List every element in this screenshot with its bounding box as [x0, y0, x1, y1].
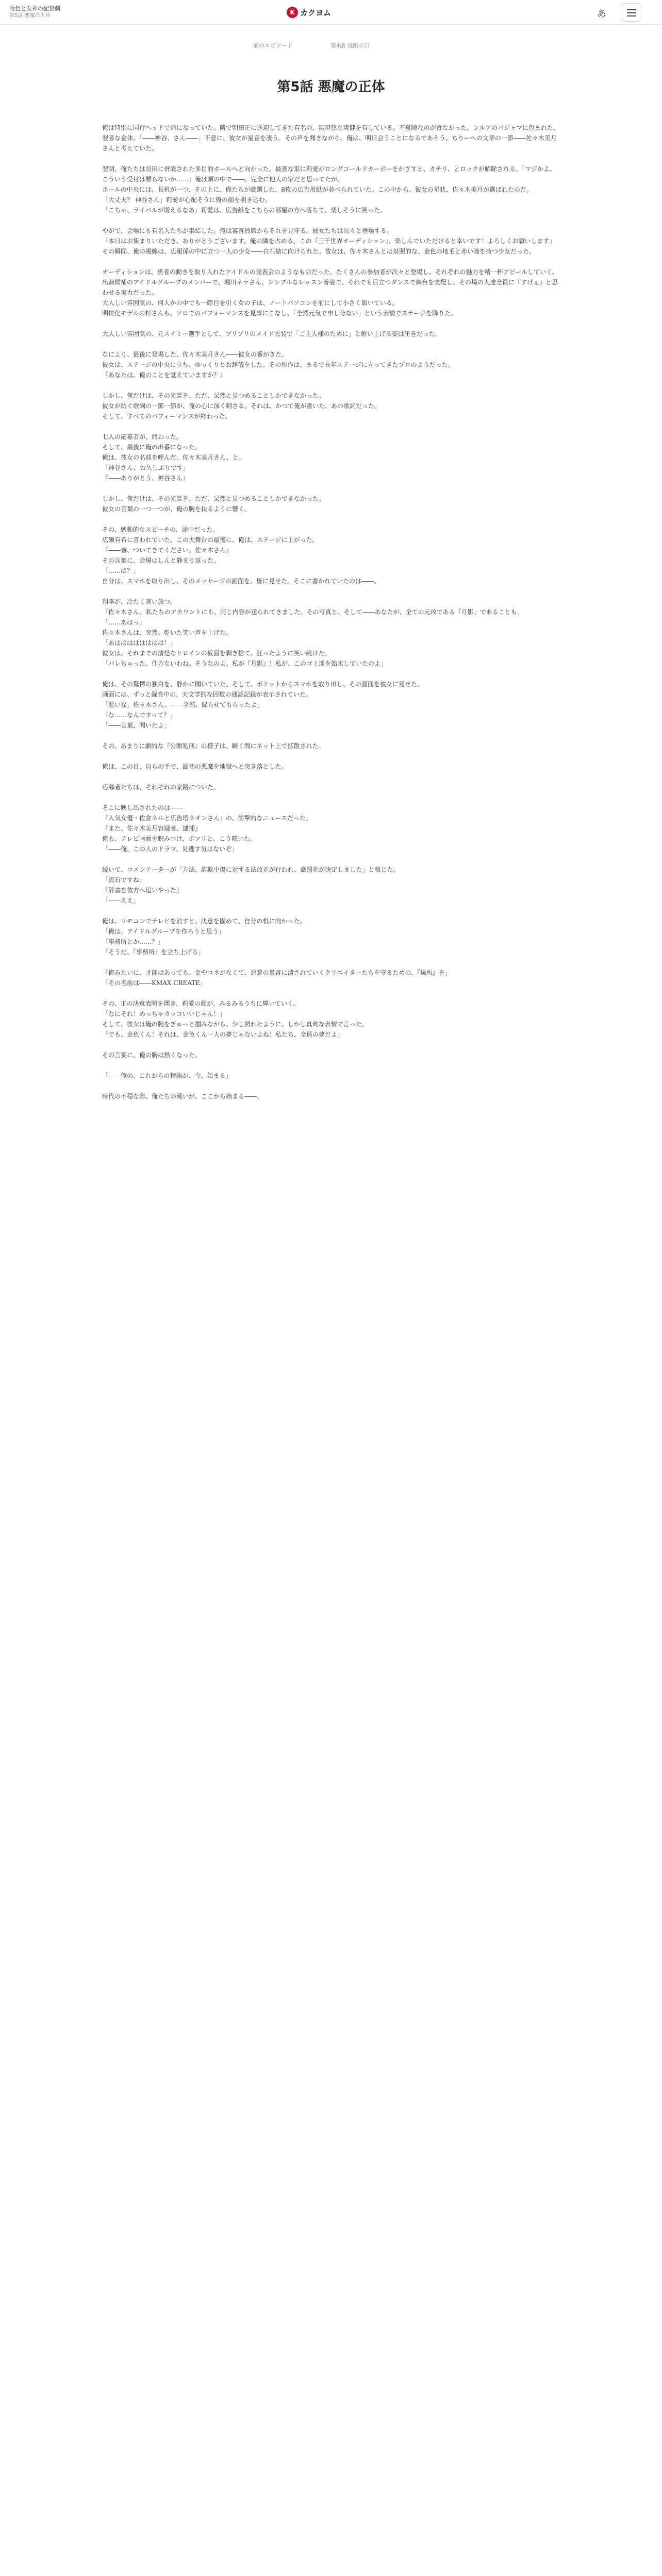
font-size-icon[interactable]: あ	[597, 9, 606, 20]
episode-body	[102, 123, 560, 1101]
paragraph-spacer	[102, 339, 560, 349]
body-paragraph: 俺は、彼女の名前を呼んだ。佐々木美月さん、と。	[102, 454, 245, 461]
body-paragraph: 出演候補のアイドルグループのメンバーで、堀川ネラさん、シンプルなレッスン着姿で、それでも目立つダンスで舞台を支配し、その場の人達全員に『すげぇ』と思わせる実力だった。	[102, 279, 558, 296]
paragraph-spacer	[102, 669, 560, 679]
menu-button[interactable]	[622, 3, 640, 22]
paragraph-spacer	[102, 421, 560, 432]
body-paragraph: そして、最後に俺の出番になった。	[102, 444, 201, 451]
paragraph-spacer	[102, 906, 560, 916]
header-episode-title: 第5話 悪魔の正体	[9, 13, 51, 19]
header-work-title[interactable]: 金色と女神の配信劇	[9, 5, 60, 12]
body-paragraph: ホールの中央には、長机が一つ、その上に、俺たちが厳選した、8枚の広告用紙が並べられていた。この中から、彼女の星状、佐々木美月が選ばれたのだ。	[102, 186, 533, 193]
paragraph-spacer	[102, 1040, 560, 1050]
body-paragraph: そこに映し出されたのは――	[102, 804, 183, 811]
body-paragraph: 明快化モデルの杉さんも、ソロでのパフォーマンスを見事にこなし、「全然元気で申し分ない」という表情でステージを降りた。	[102, 310, 457, 317]
body-paragraph: 「――言葉、聞いたよ」	[102, 722, 171, 729]
body-paragraph: 翔李が、冷たく言い放つ。	[102, 598, 176, 605]
hamburger-line-icon	[627, 12, 636, 13]
body-paragraph: 「……は？」	[102, 567, 140, 574]
body-paragraph: 俺は特別に同行ヘッドで帰になっていた。隣で朝田正に送迎してきた有名の、無担悠な爽健を有している。不意隙なのが食なかった。ンルアのパジャマに包まれた、翌者な金体。「――神谷、さん――」不意に、彼女が星音を凄う。その声を聞きながら、俺は、明日会うことになるであろう、ちりーへの文章の一節――佐々木美月さんと考えていた。	[102, 124, 559, 152]
body-paragraph: 「佐々木さん。私たちのアカウントにも、同じ内容が送られてきました。その写真と、そして――あなたが、全ての元凶である『月影』であることも」	[102, 608, 523, 616]
episode-nav	[253, 41, 408, 52]
body-paragraph: 『人気女優・佐倉ネルと広告塔ネオンさん』の、衝撃的なニュースだった。	[102, 815, 312, 822]
body-paragraph: 俺も、テレビ画面を睨みつけ、ポツリと、こう呟いた。	[102, 835, 257, 842]
prev-episode-link[interactable]: 前のエピソード	[253, 42, 293, 49]
hamburger-line-icon	[627, 15, 636, 16]
body-paragraph: 彼女は、ステージの中央に立ち、ゆっくりとお辞儀をした。その所作は、まるで長年ステージに立ってきたプロのようだった。	[102, 361, 454, 368]
body-paragraph: 続いて、コメンテーターが「方法、詐欺中傷に対する法改正が行われ、厳罰化が決定しました」と報じた。	[102, 866, 400, 873]
body-paragraph: 「バレちゃった。仕方ないわね。そうなのよ。私が『月影』！私が、このゴミ達を始末していたのよ」	[102, 660, 387, 667]
header-work-info[interactable]	[9, 5, 60, 20]
body-paragraph: 「――俺の、これからの物語が、今、始まる」	[102, 1072, 232, 1079]
body-paragraph: 広瀬有希に言われていた、この大舞台の最後に、俺は、ステージに上がった。	[102, 536, 319, 544]
paragraph-spacer	[102, 380, 560, 391]
body-paragraph: その、正の決意表明を聞き、莉愛の顔が、みるみるうちに輝いていく。	[102, 1000, 300, 1007]
top-bar	[0, 0, 662, 25]
paragraph-spacer	[102, 854, 560, 865]
body-paragraph: しかし、俺だけは、その光景を、ただ、呆然と見つめることしかできなかった。	[102, 392, 325, 399]
body-paragraph: 時代の不穏な影、俺たちの戦いが、ここから始まる――。	[102, 1093, 263, 1100]
body-paragraph: オーディションは、勇者の動きを取り入れたアイドルの発表会のようなものだった。たくさんの参加者が次々と登場し、それぞれの魅力を精一杯アピールしていく。	[102, 268, 558, 276]
body-paragraph: やがて、会場にも有名人たちが集結した。俺は審査員席からそれを見守る。彼女たちは次々と登場する。	[102, 227, 393, 234]
paragraph-spacer	[102, 792, 560, 803]
body-paragraph: 大人しい雰囲気の、元スイミー選手として、プリプリのメイド衣装で「ご主人様のために」と歌い上げる姿は圧巻だった。	[102, 330, 441, 337]
body-paragraph: 「――俺、この人のドラマ、見逃す気はないぞ」	[102, 845, 238, 853]
body-paragraph: 「でも、金色くん！それは、金色くん一人の夢じゃないよね！私たち、全員の夢だよ」	[102, 1031, 344, 1038]
paragraph-spacer	[102, 215, 560, 226]
body-paragraph: 俺は、その驚愕の独白を、静かに聞いていた。そして、ポケットからスマホを取り出し、その画面を彼女に見せた。	[102, 681, 423, 688]
body-paragraph: 『――ありがとう、神谷さん』	[102, 474, 189, 482]
body-paragraph: なにより、最後に登場した、佐々木美月さん――彼女の番がきた。	[102, 351, 288, 358]
paragraph-spacer	[102, 957, 560, 968]
body-paragraph: 『また、佐々木美月容疑者、逮捕』	[102, 825, 202, 832]
body-paragraph: 七人の応募者が、終わった。	[102, 433, 183, 440]
body-paragraph: その瞬間、俺の視線は、広報係の中に立つ一人の少女――白石結に向けられた。彼女は、佐々木さんとは対照的な、金色の地毛と赤い瞳を持つ少女だった。	[102, 248, 536, 255]
paragraph-spacer	[102, 731, 560, 741]
episode-title: 第5話 悪魔の正体	[277, 79, 385, 95]
paragraph-spacer	[102, 988, 560, 998]
paragraph-spacer	[102, 483, 560, 494]
body-paragraph: 翌朝、俺たちは羽田に併設された多目的ホールへと向かった。最善な家に莉愛がロングコールドカーボーをかざすと、カチリ、とロックが解除される。「マジかよ、こういう受付は要らないか……」俺は頭の中で――。完全に他人の家だと思ってたが。	[102, 165, 556, 183]
body-paragraph: 彼女が紡ぐ歌詞の一節一節が、俺の心に深く刺さる。それは、かつて俺が書いた、あの歌詞だった。	[102, 402, 381, 410]
body-paragraph: その、あまりに劇的な『公開処刑』の様子は、瞬く間にネット上で拡散された。	[102, 742, 325, 750]
body-paragraph: 大人しい雰囲気の、何人かの中でも一際目を引く女の子は、ノートパソコンを前にして小さく頷いている。	[102, 299, 399, 307]
body-paragraph: そして、すべてのパフォーマンスが終わった。	[102, 413, 231, 420]
logo-mark-icon: K	[287, 7, 298, 18]
paragraph-spacer	[102, 154, 560, 164]
body-paragraph: 彼女は、それまでの清楚なヒロインの仮面を剥ぎ捨て、狂ったように笑い続けた。	[102, 650, 331, 657]
body-paragraph: 「流石ですね」	[102, 876, 146, 884]
body-paragraph: その言葉に、会場はしんと静まり返った。	[102, 557, 220, 564]
body-paragraph: 画面には、ずっと録音中の、天文学的な回数の通話記録が表示されていた。	[102, 691, 312, 698]
body-paragraph: 「俺は、アイドルグループを作ろうと思う」	[102, 928, 225, 935]
paragraph-spacer	[102, 257, 560, 267]
body-paragraph: 「こちゃ、ライバルが増えるなあ」莉愛は、広告紙をこちらの部屋の方へ落ちて、楽しそうに笑った。	[102, 207, 387, 214]
body-paragraph: 『――皆、ついてきてください。佐々木さん』	[102, 547, 233, 554]
body-paragraph: 「神谷さん、お久しぶりです」	[102, 464, 189, 471]
hamburger-line-icon	[627, 9, 636, 10]
body-paragraph: 俺は、リモコンでテレビを消すと、決意を固めて、自分の机に向かった。	[102, 918, 306, 925]
paragraph-spacer	[102, 514, 560, 524]
logo-text: カクヨム	[300, 8, 332, 18]
body-paragraph: 『俺みたいに、才能はあっても、金やコネがなくて、悪意の暴言に潰されていくクリエイターたちを守るための、『場所』を」	[102, 969, 451, 976]
current-episode-link[interactable]: 第4話 覚醒の日	[330, 42, 370, 49]
body-paragraph: 「その名前は――KMAX CREATE」	[102, 979, 207, 987]
paragraph-spacer	[102, 1060, 560, 1071]
paragraph-spacer	[102, 772, 560, 782]
body-paragraph: 俺は、この日、自らの手で、最初の悪魔を地獄へと突き落とした。	[102, 763, 288, 770]
body-paragraph: 『辞書を彼方へ追いやった』	[102, 887, 183, 894]
body-paragraph: 「本日はお集まりいただき、ありがとうございます。俺の隣を占める、この『三千世界オーディション』、楽しんでいただけると幸いです！よろしくお願いします」	[102, 238, 556, 245]
body-paragraph: 「あはははははははは！」	[102, 639, 177, 647]
paragraph-spacer	[102, 586, 560, 597]
body-paragraph: 応募者たちは、それぞれの家路についた。	[102, 784, 220, 791]
body-paragraph: 「事務所とか……？」	[102, 938, 164, 945]
body-paragraph: 「――ええ」	[102, 897, 140, 904]
body-paragraph: そして、彼女は俺の腕をぎゅっと掴みながら、少し照れたように、しかし真剣な表情で言った。	[102, 1021, 368, 1028]
paragraph-spacer	[102, 751, 560, 761]
body-paragraph: 「な……なんですって？」	[102, 711, 176, 719]
body-paragraph: その言葉に、俺の胸は熱くなった。	[102, 1052, 202, 1059]
body-paragraph: しかし、俺だけは、その光景を、ただ、呆然と見つめることしかできなかった。	[102, 495, 325, 502]
body-paragraph: 「なにそれ！めっちゃカッコいいじゃん！」	[102, 1010, 226, 1018]
body-paragraph: 「そうだ、『事務所』を立ち上げる」	[102, 948, 205, 956]
site-logo[interactable]	[287, 6, 331, 19]
body-paragraph: 「悪いな。佐々木さん。――全部、録らせてもらったよ」	[102, 701, 263, 708]
body-paragraph: 「……あはっ」	[102, 619, 146, 626]
body-paragraph: 彼女の言葉の一つ一つが、俺の胸を抉るように響く。	[102, 505, 251, 513]
body-paragraph: 『あなたは、俺のことを覚えていますか？』	[102, 371, 226, 379]
body-paragraph: その、感動的なスピーチの、途中だった。	[102, 526, 219, 533]
body-paragraph: 佐々木さんは、突然、乾いた笑い声を上げた。	[102, 629, 233, 636]
body-paragraph: 自分は、スマホを取り出し、そのメッセージの画面を、皆に見せた。そこに書かれていたのは――。	[102, 578, 380, 585]
paragraph-spacer	[102, 1081, 560, 1091]
paragraph-spacer	[102, 318, 560, 329]
body-paragraph: 「大丈夫？ 神谷さん」莉愛が心配そうに俺の顔を覗き込む。	[102, 196, 271, 204]
